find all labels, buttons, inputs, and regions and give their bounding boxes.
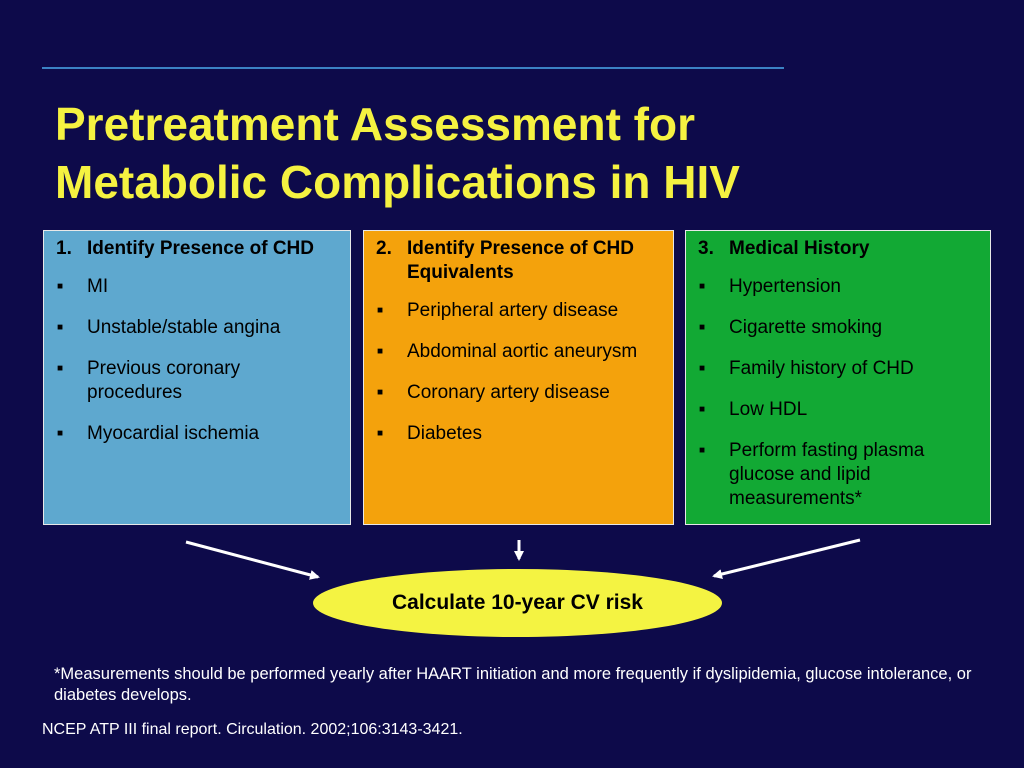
cv-risk-oval xyxy=(313,569,722,637)
arrow-right xyxy=(714,540,860,576)
square-bullet-icon: ■ xyxy=(699,363,706,374)
square-bullet-icon: ■ xyxy=(377,346,384,357)
square-bullet-icon: ■ xyxy=(57,322,64,333)
square-bullet-icon: ■ xyxy=(57,281,64,292)
box-heading-text: Identify Presence of CHD xyxy=(87,238,314,259)
box-number: 2. xyxy=(376,238,392,259)
box-number: 1. xyxy=(56,238,72,259)
list-item-text: Peripheral artery disease xyxy=(407,300,619,321)
list-item-text: Cigarette smoking xyxy=(729,317,883,338)
footnote: *Measurements should be performed yearly after HAART initiation and more frequently if dyslipidemia, glucose intolerance, or diabetes develops. xyxy=(54,665,972,704)
box-heading-text: Identify Presence of CHD Equivalents xyxy=(407,238,634,283)
square-bullet-icon: ■ xyxy=(699,281,706,292)
square-bullet-icon: ■ xyxy=(699,322,706,333)
list-item-text: Unstable/stable angina xyxy=(87,317,281,338)
list-item-text: Family history of CHD xyxy=(729,358,914,379)
title-line-1: Pretreatment Assessment for xyxy=(55,98,695,150)
square-bullet-icon: ■ xyxy=(377,428,384,439)
square-bullet-icon: ■ xyxy=(699,404,706,415)
square-bullet-icon: ■ xyxy=(699,445,706,456)
list-item-text: Diabetes xyxy=(407,423,482,444)
list-item-text: Hypertension xyxy=(729,276,841,297)
title-line-2: Metabolic Complications in HIV xyxy=(55,156,740,208)
list-item-text: Myocardial ischemia xyxy=(87,423,260,444)
cv-risk-label: Calculate 10-year CV risk xyxy=(392,591,643,614)
list-item-text: Abdominal aortic aneurysm xyxy=(407,341,638,362)
list-item-text: Perform fasting plasma glucose and lipid measurements* xyxy=(729,440,925,509)
square-bullet-icon: ■ xyxy=(377,387,384,398)
box-number: 3. xyxy=(698,238,714,259)
square-bullet-icon: ■ xyxy=(377,305,384,316)
list-item-text: MI xyxy=(87,276,109,297)
box-heading-text: Medical History xyxy=(729,238,870,259)
square-bullet-icon: ■ xyxy=(57,428,64,439)
list-item-text: Previous coronary procedures xyxy=(87,358,241,403)
list-item-text: Coronary artery disease xyxy=(407,382,610,403)
square-bullet-icon: ■ xyxy=(57,363,64,374)
arrow-left xyxy=(186,542,318,577)
list-item-text: Low HDL xyxy=(729,399,808,420)
citation: NCEP ATP III final report. Circulation. 2002;106:3143-3421. xyxy=(42,721,463,738)
